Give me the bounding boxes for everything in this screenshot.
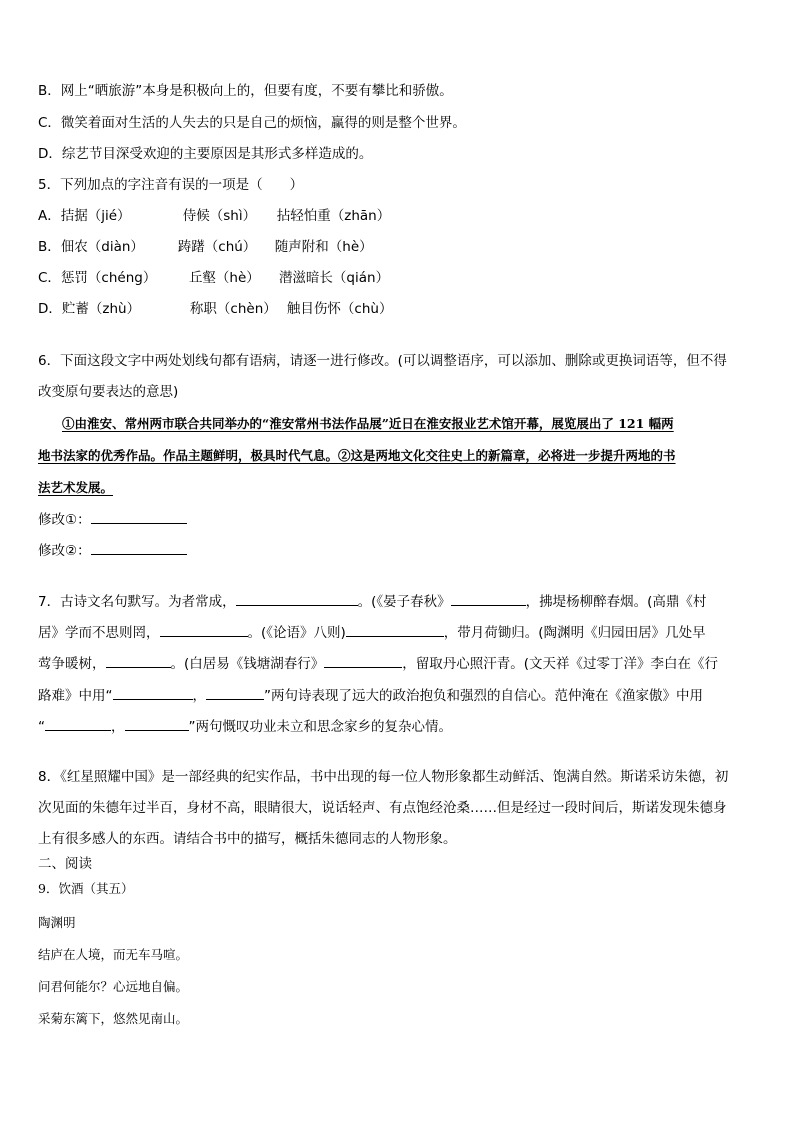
- poem-author: 陶渊明: [38, 915, 76, 930]
- q7-text: ，留取丹心照汗青。(文天祥《过零丁洋》李白在《行: [402, 656, 719, 672]
- q7-text: 居》学而不思则罔，: [38, 625, 160, 641]
- answer-blank[interactable]: [106, 654, 171, 668]
- answer-blank[interactable]: [45, 717, 111, 731]
- underlined-sentence-1: ①由淮安、常州两市联合共同举办的“淮安常州书法作品展”近日在淮安报业艺术馆开幕，展览展出了 121 幅两: [62, 416, 674, 431]
- fix2-label: 修改②：: [38, 543, 91, 559]
- q5-option-d: [38, 300, 392, 318]
- underlined-sentence-2: ②这是两地文化交往史上的新篇章，必将进一步提升两地的书: [338, 448, 676, 463]
- answer-blank[interactable]: [160, 623, 248, 637]
- q7-text: “: [38, 719, 45, 735]
- answer-blank[interactable]: [451, 592, 526, 606]
- q5-option-c: [38, 269, 389, 287]
- q8-line1: 8．《红星照耀中国》是一部经典的纪实作品，书中出现的每一位人物形象都生动鲜活、饱满自然。斯诺采访朱德，初: [38, 769, 729, 785]
- answer-blank[interactable]: [236, 592, 358, 606]
- underlined-sentence-1-end: 地书法家的优秀作品。作品主题鲜明，极具时代气息。: [38, 448, 339, 463]
- q9-title: 9．饮酒（其五）: [38, 881, 134, 896]
- q7-line1: [38, 592, 706, 611]
- q8-line2: 次见面的朱德年过半百，身材不高，眼睛很大，说话轻声、有点饱经沧桑……但是经过一段时间后，斯诺发现朱德身: [38, 800, 727, 816]
- q8-line3: 上有很多感人的东西。请结合书中的描写，概括朱德同志的人物形象。: [38, 831, 457, 847]
- q7-line5: [38, 717, 452, 736]
- q6-passage-line2: [38, 447, 676, 465]
- q6-passage-line1: [62, 415, 674, 433]
- option-letter: A．: [38, 208, 61, 224]
- q5-stem: 5．下列加点的字注音有误的一项是（ ）: [38, 177, 304, 193]
- pinyin-item: 称职（chèn）: [189, 301, 277, 317]
- q6-stem-line1: 6．下面这段文字中两处划线句都有语病，请逐一进行修改。(可以调整语序，可以添加、删除或更换词语等，但不得: [38, 353, 727, 369]
- underlined-sentence-2-end: 法艺术发展。: [38, 480, 114, 495]
- option-letter: C．: [38, 270, 61, 286]
- poem-line-1: 结庐在人境，而无车马喧。: [38, 947, 189, 962]
- q5-option-b: [38, 238, 373, 256]
- q7-line2: [38, 623, 706, 642]
- option-letter: B．: [38, 239, 61, 255]
- answer-blank[interactable]: [324, 654, 402, 668]
- q4-option-b: B．网上“晒旅游”本身是积极向上的，但要有度，不要有攀比和骄傲。: [38, 83, 453, 99]
- pinyin-item: 拈轻怕重（zhān）: [276, 208, 391, 224]
- q7-text: 。(《论语》八则): [247, 625, 346, 641]
- q7-text: ，: [192, 688, 206, 704]
- q6-fix2-row: [38, 541, 187, 560]
- q7-line4: [38, 686, 703, 705]
- q7-text: 7．古诗文名句默写。为者常成，: [38, 594, 236, 610]
- q7-text: 路难》中用“: [38, 688, 113, 704]
- answer-blank[interactable]: [206, 686, 264, 700]
- pinyin-item: 潜滋暗长（qián）: [278, 270, 390, 286]
- q4-option-d: D．综艺节目深受欢迎的主要原因是其形式多样造成的。: [38, 146, 373, 162]
- poem-line-2: 问君何能尔？心远地自偏。: [38, 979, 189, 994]
- q7-line3: [38, 654, 718, 673]
- q6-passage-line3: [38, 479, 113, 497]
- pinyin-item: 佃农（diàn）: [60, 239, 144, 255]
- fix2-blank[interactable]: [91, 541, 187, 555]
- q4-option-c: C．微笑着面对生活的人失去的只是自己的烦恼，赢得的则是整个世界。: [38, 115, 466, 131]
- section-heading: 二、阅读: [38, 856, 92, 872]
- q7-text: ，带月荷锄归。(陶渊明《归园田居》几处早: [443, 625, 706, 641]
- option-letter: D．: [38, 301, 62, 317]
- pinyin-item: 触目伤怀（chù）: [286, 301, 393, 317]
- answer-blank[interactable]: [113, 686, 193, 700]
- q7-text: ，: [111, 719, 125, 735]
- q7-text: ，拂堤杨柳醉春烟。(高鼎《村: [525, 594, 707, 610]
- poem-line-3: 采菊东篱下，悠然见南山。: [38, 1011, 189, 1026]
- q7-text: 。(《晏子春秋》: [357, 594, 451, 610]
- pinyin-item: 惩罚（chéng）: [60, 270, 157, 286]
- pinyin-item: 贮蓄（zhù）: [61, 301, 141, 317]
- pinyin-item: 随声附和（hè）: [274, 239, 373, 255]
- q6-stem-line2: 改变原句要表达的意思): [38, 384, 179, 400]
- q7-text: ”两句诗表现了远大的政治抱负和强烈的自信心。范仲淹在《渔家傲》中用: [264, 688, 703, 704]
- q7-text: ”两句慨叹功业未立和思念家乡的复杂心情。: [188, 719, 452, 735]
- q7-text: 莺争暖树，: [38, 656, 106, 672]
- q7-text: 。(白居易《钱塘湖春行》: [170, 656, 325, 672]
- pinyin-item: 丘壑（hè）: [188, 270, 260, 286]
- q5-option-a: [38, 207, 390, 225]
- fix1-label: 修改①：: [38, 512, 91, 528]
- pinyin-item: 踌躇（chú）: [177, 239, 257, 255]
- pinyin-item: 拮据（jié）: [60, 208, 131, 224]
- answer-blank[interactable]: [125, 717, 189, 731]
- pinyin-item: 侍候（shì）: [182, 208, 257, 224]
- answer-blank[interactable]: [346, 623, 444, 637]
- q6-fix1-row: [38, 510, 187, 529]
- fix1-blank[interactable]: [91, 510, 187, 524]
